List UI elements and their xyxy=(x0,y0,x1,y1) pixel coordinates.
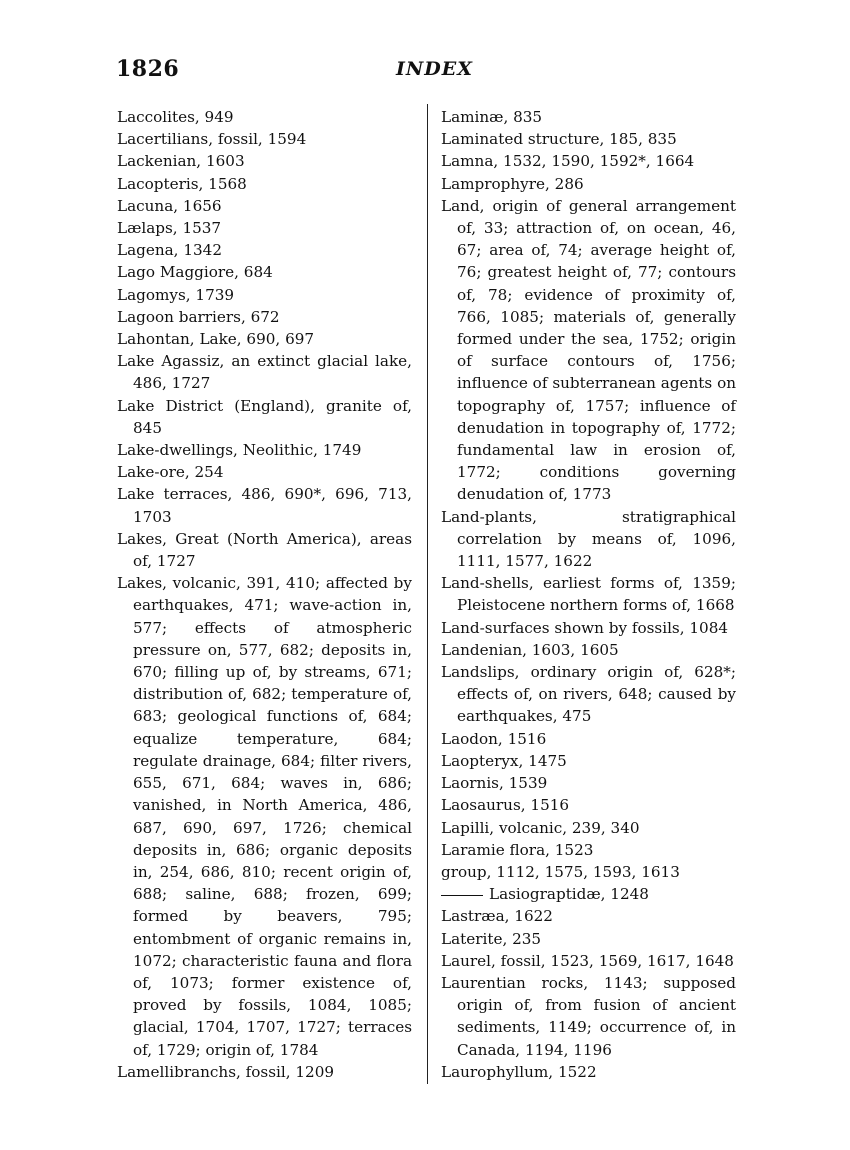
index-entry: Laornis, 1539 xyxy=(441,774,548,793)
running-head: INDEX xyxy=(396,58,473,80)
index-entry: Lake-ore, 254 xyxy=(117,463,224,482)
index-entry: Land-surfaces shown by fossils, 1084 xyxy=(441,618,729,637)
index-entry: Laurentian rocks, 1143; supposed origin of, from fusion of ancient sediments, 1149; occurrence of, in Canada, 1194, 1196 xyxy=(441,973,736,1059)
index-entry: group, 1112, 1575, 1593, 1613 xyxy=(441,862,680,881)
ditto-dash xyxy=(441,895,483,896)
index-entry: Laccolites, 949 xyxy=(117,108,234,126)
index-entry: Laopteryx, 1475 xyxy=(441,751,567,770)
index-entry: Land-plants, stratigraphical correlation by means of, 1096, 1111, 1577, 1622 xyxy=(441,507,736,571)
index-entry: Laramie flora, 1523 xyxy=(441,840,594,859)
index-entry: Lago Maggiore, 684 xyxy=(117,263,273,282)
index-entry: Lackenian, 1603 xyxy=(117,152,245,171)
index-entry: Laodon, 1516 xyxy=(441,729,547,748)
index-entry: Lahontan, Lake, 690, 697 xyxy=(117,330,315,349)
index-entry: Laurophyllum, 1522 xyxy=(441,1062,597,1081)
index-entry: Lakes, volcanic, 391, 410; affected by earthquakes, 471; wave-action in, 577; effects of atmospheric pressure on, 577, 682; deposits in, 670; filling up of, by streams, 671; distribution of, 682; temperature of, 683; geological functions of, 684; equalize temperature, 684; regulate drainage, 684; filter rivers, 655, 671, 684; waves in, 686; vanished, in North America, 486, 687, 690, 697, 1726; chemical deposits in, 686; organic deposits in, 254, 686, 810; recent origin of, 688; saline, 688; frozen, 699; formed by beavers, 795; entombment of organic remains in, 1072; characteristic fauna and flora of, 1073; former existence of, proved by fossils, 1084, 1085; glacial, 1704, 1707, 1727; terraces of, 1729; origin of, 1784 xyxy=(117,574,412,1059)
index-entry: Lacertilians, fossil, 1594 xyxy=(117,130,307,149)
index-entry: Lagena, 1342 xyxy=(117,241,222,260)
index-entry: Land, origin of general arrangement of, 33; attraction of, on ocean, 46, 67; area of, 74; average height of, 76; greatest height of, 77; contours of, 78; evidence of proximity of, 766, 1085; materials of, generally formed under the sea, 1752; origin of surface contours of, 1756; influence of subterranean agents on topography of, 1757; influence of denudation in topography of, 1772; fundamental law in erosion of, 1772; conditions governing denudation of, 1773 xyxy=(441,196,736,504)
index-entry: Lamna, 1532, 1590, 1592*, 1664 xyxy=(441,152,695,171)
index-entry: Lake terraces, 486, 690*, 696, 713, 1703 xyxy=(117,485,412,526)
index-entry: Lacopteris, 1568 xyxy=(117,174,247,193)
index-column-left xyxy=(117,106,412,1083)
index-entry: Laminæ, 835 xyxy=(441,108,543,126)
index-entry: Lake District (England), granite of, 845 xyxy=(117,396,412,437)
index-entry: Lapilli, volcanic, 239, 340 xyxy=(441,818,640,837)
index-entry: Land-shells, earliest forms of, 1359; Pleistocene northern forms of, 1668 xyxy=(441,574,736,615)
index-entry: Lake-dwellings, Neolithic, 1749 xyxy=(117,441,362,460)
index-subentry-text: Lasiograptidæ, 1248 xyxy=(489,885,649,904)
index-entry: Landenian, 1603, 1605 xyxy=(441,640,619,659)
index-entry: Laterite, 235 xyxy=(441,929,542,948)
index-entry: Lamprophyre, 286 xyxy=(441,174,584,193)
index-entry: Lastræa, 1622 xyxy=(441,907,553,926)
page-number: 1826 xyxy=(116,56,180,82)
index-entry: Laosaurus, 1516 xyxy=(441,796,570,815)
index-entry: Lagomys, 1739 xyxy=(117,285,235,304)
index-entry: Landslips, ordinary origin of, 628*; effects of, on rivers, 648; caused by earthquakes, 475 xyxy=(441,663,736,726)
index-entry: Lælaps, 1537 xyxy=(117,219,222,238)
index-entry: Lake Agassiz, an extinct glacial lake, 486, 1727 xyxy=(117,352,412,393)
column-divider xyxy=(427,104,428,1084)
index-entry: Lakes, Great (North America), areas of, 1727 xyxy=(117,529,412,571)
index-entry: Laurel, fossil, 1523, 1569, 1617, 1648 xyxy=(441,951,734,970)
index-entry: Lagoon barriers, 672 xyxy=(117,307,280,326)
index-entry: Lacuna, 1656 xyxy=(117,196,222,215)
index-entry: Lamellibranchs, fossil, 1209 xyxy=(117,1062,335,1081)
index-entry: Laminated structure, 185, 835 xyxy=(441,130,677,149)
index-column-right xyxy=(441,106,736,1083)
index-entry xyxy=(441,883,736,905)
